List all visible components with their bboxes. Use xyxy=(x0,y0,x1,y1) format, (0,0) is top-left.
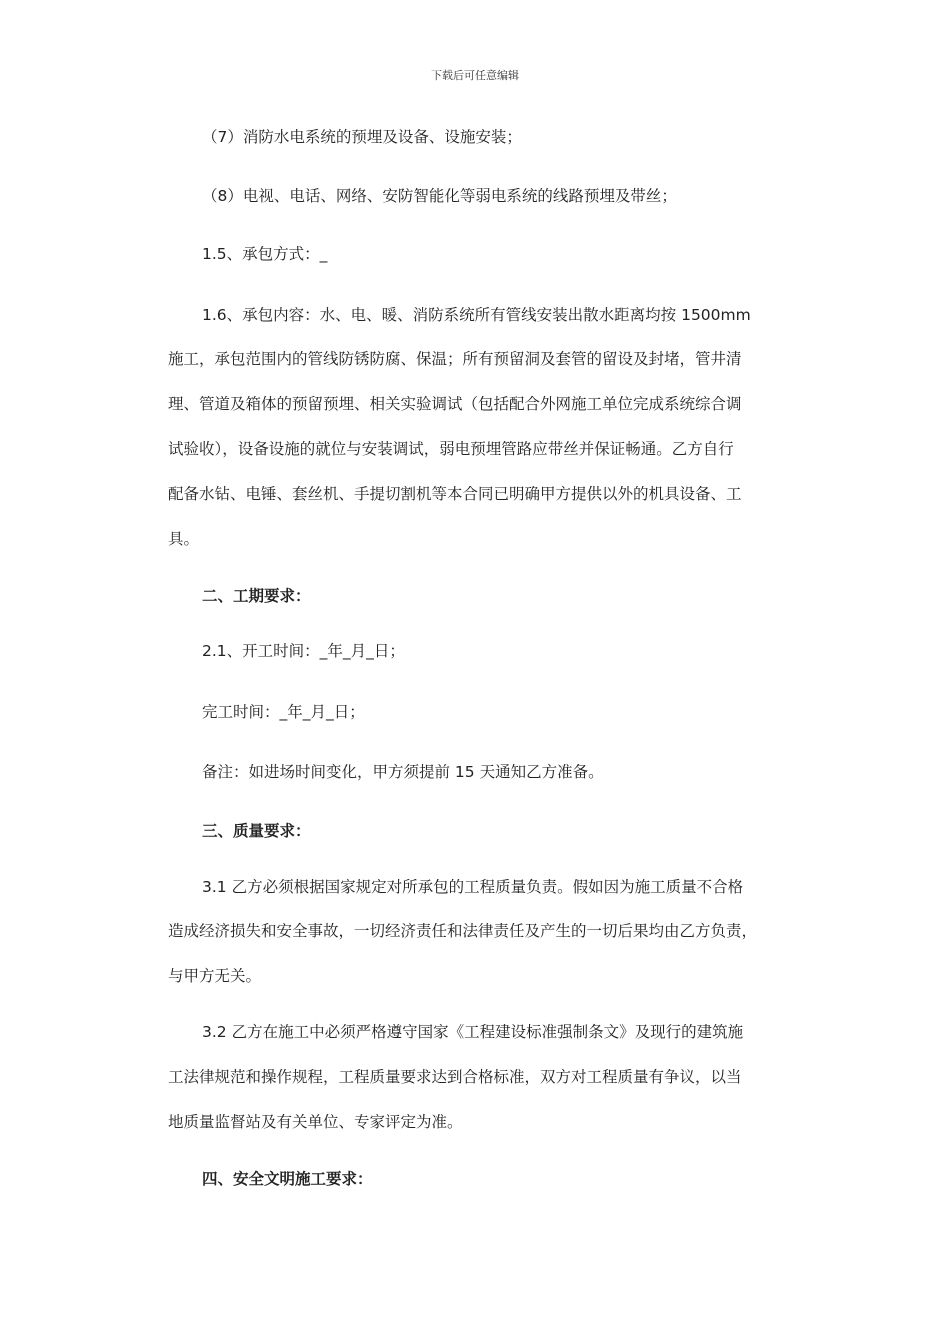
item-7-fire-water-electric: （7）消防水电系统的预埋及设备、设施安装； xyxy=(202,128,522,146)
page-header: 下载后可任意编辑 xyxy=(431,69,519,82)
section-2-heading: 二、工期要求： xyxy=(202,587,311,605)
clause-1-6-line-5: 配备水钻、电锤、套丝机、手提切割机等本合同已明确甲方提供以外的机具设备、工 xyxy=(168,485,742,503)
clause-1-6-line-2: 施工，承包范围内的管线防锈防腐、保温；所有预留洞及套管的留设及封堵，管井清 xyxy=(168,350,742,368)
clause-1-6-line-1: 1.6、承包内容：水、电、暖、消防系统所有管线安装出散水距离均按 1500mm xyxy=(202,306,751,324)
clause-3-1-line-1: 3.1 乙方必须根据国家规定对所承包的工程质量负责。假如因为施工质量不合格 xyxy=(202,878,744,896)
section-4-heading: 四、安全文明施工要求： xyxy=(202,1170,373,1188)
item-8-weak-current: （8）电视、电话、网络、安防智能化等弱电系统的线路预埋及带丝； xyxy=(202,187,677,205)
clause-3-2-line-2: 工法律规范和操作规程，工程质量要求达到合格标准，双方对工程质量有争议，以当 xyxy=(168,1068,742,1086)
remark-line: 备注：如进场时间变化，甲方须提前 15 天通知乙方准备。 xyxy=(202,763,604,781)
clause-1-5-contract-method: 1.5、承包方式：_ xyxy=(202,245,328,263)
section-3-heading: 三、质量要求： xyxy=(202,822,311,840)
clause-1-6-line-4: 试验收），设备设施的就位与安装调试，弱电预埋管路应带丝并保证畅通。乙方自行 xyxy=(168,440,734,458)
completion-time: 完工时间：_年_月_日； xyxy=(202,703,365,721)
clause-3-1-line-2: 造成经济损失和安全事故，一切经济责任和法律责任及产生的一切后果均由乙方负责， xyxy=(168,922,758,940)
clause-2-1-start-time: 2.1、开工时间：_年_月_日； xyxy=(202,642,405,660)
clause-3-2-line-1: 3.2 乙方在施工中必须严格遵守国家《工程建设标准强制条文》及现行的建筑施 xyxy=(202,1023,744,1041)
clause-3-1-line-3: 与甲方无关。 xyxy=(168,967,262,985)
clause-1-6-line-3: 理、管道及箱体的预留预埋、相关实验调试（包括配合外网施工单位完成系统综合调 xyxy=(168,395,742,413)
clause-1-6-line-6: 具。 xyxy=(168,530,200,548)
clause-3-2-line-3: 地质量监督站及有关单位、专家评定为准。 xyxy=(168,1113,463,1131)
